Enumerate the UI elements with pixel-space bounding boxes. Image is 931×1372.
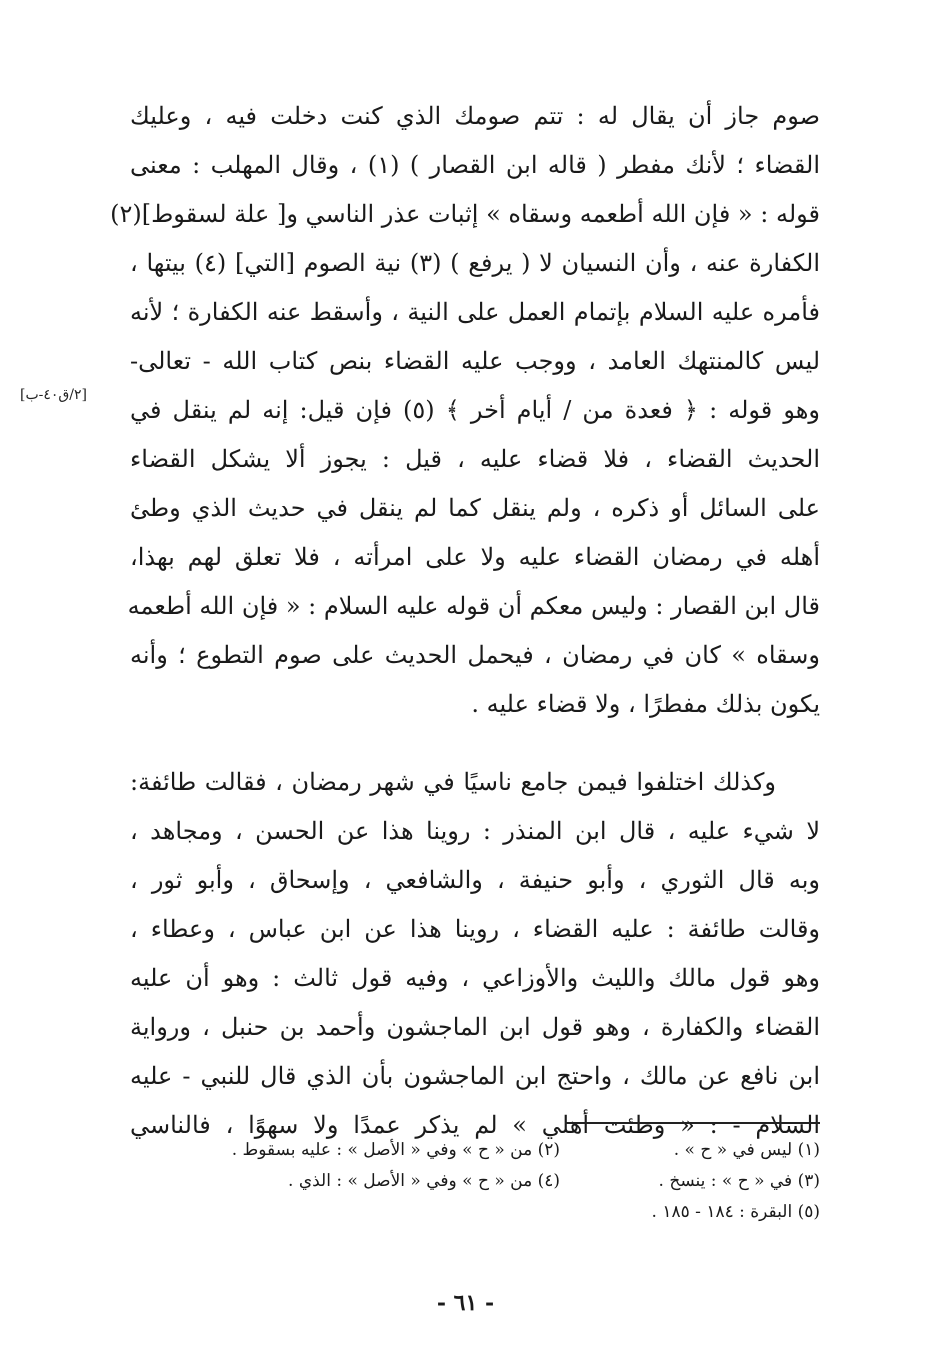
text-line: القضاء والكفارة ، وهو قول ابن الماجشون وأحمد بن حنبل ، ورواية	[130, 1013, 820, 1041]
text-line: وبه قال الثوري ، وأبو حنيفة ، والشافعي ، وإسحاق ، وأبو ثور ،	[130, 866, 820, 894]
text-line: قال ابن القصار : وليس معكم أن قوله عليه السلام : « فإن الله أطعمه	[127, 592, 820, 620]
text-line: وقالت طائفة : عليه القضاء ، روينا هذا عن ابن عباس ، وعطاء ،	[130, 915, 821, 943]
footnote-4: (٤) من « ح » وفي « الأصل » : الذي .	[288, 1171, 560, 1191]
text-line: القضاء ؛ لأنك مفطر ( قاله ابن القصار ) (١) ، وقال المهلب : معنى	[130, 151, 820, 179]
page-number: - ٦١ -	[436, 1290, 495, 1316]
text-line: الكفارة عنه ، وأن النسيان لا ( يرفع ) (٣) نية الصوم [التي] (٤) بيتها ،	[130, 249, 820, 277]
text-line: وهو قوله : ﴿ فعدة من / أيام أخر ﴾ (٥) فإن قيل: إنه لم ينقل في	[130, 396, 820, 424]
text-line: صوم جاز أن يقال له : تتم صومك الذي كنت دخلت فيه ، وعليك	[130, 102, 820, 130]
paragraph-1	[110, 92, 821, 729]
footnotes	[160, 1135, 820, 1228]
text-line: أهله في رمضان القضاء عليه ولا على امرأته ، فلا تعلق لهم بهذا،	[130, 543, 820, 571]
footnote-row	[160, 1135, 820, 1166]
main-text	[110, 92, 821, 1150]
text-line: وسقاه » كان في رمضان ، فيحمل الحديث على صوم التطوع ؛ وأنه	[130, 641, 820, 669]
text-line: ليس كالمنتهك العامد ، ووجب عليه القضاء بنص كتاب الله - تعالى-	[130, 347, 821, 375]
paragraph-gap	[130, 729, 820, 758]
text-line: لا شيء عليه ، قال ابن المنذر : روينا هذا عن الحسن ، ومجاهد ،	[130, 817, 820, 845]
footnote-divider	[565, 1122, 820, 1124]
paragraph-2	[130, 758, 820, 1150]
text-line: وهو قول مالك والليث والأوزاعي ، وفيه قول ثالث : وهو أن عليه	[130, 964, 820, 992]
footnote-3: (٣) في « ح » : ينسخ .	[658, 1171, 820, 1191]
text-line: فأمره عليه السلام بإتمام العمل على النية ، وأسقط عنه الكفارة ؛ لأنه	[130, 298, 820, 326]
text-line: على السائل أو ذكره ، ولم ينقل كما لم ينقل في حديث الذي وطئ	[130, 494, 820, 522]
text-line: يكون بذلك مفطرًا ، ولا قضاء عليه .	[471, 690, 820, 718]
footnote-5: (٥) البقرة : ١٨٤ - ١٨٥ .	[651, 1202, 820, 1222]
text-line: الحديث القضاء ، فلا قضاء عليه ، قيل : يجوز ألا يشكل القضاء	[130, 445, 820, 473]
text-line: ابن نافع عن مالك ، واحتج ابن الماجشون بأن الذي قال للنبي - عليه	[130, 1062, 820, 1090]
text-line: قوله : « فإن الله أطعمه وسقاه » إثبات عذر الناسي و[ علة لسقوط](٢)	[110, 200, 820, 228]
text-line: السلام - : « وطئت أهلي » لم يذكر عمدًا ولا سهوًا ، فالناسي	[130, 1111, 820, 1139]
footnote-row	[160, 1197, 820, 1228]
footnote-1: (١) ليس في « ح » .	[673, 1140, 820, 1160]
footnote-2: (٢) من « ح » وفي « الأصل » : عليه بسقوط .	[231, 1140, 560, 1160]
manuscript-folio-note: [٢/ق٤٠-ب]	[20, 387, 88, 403]
footnote-row	[160, 1166, 820, 1197]
text-line: وكذلك اختلفوا فيمن جامع ناسيًا في شهر رمضان ، فقالت طائفة:	[130, 768, 776, 796]
